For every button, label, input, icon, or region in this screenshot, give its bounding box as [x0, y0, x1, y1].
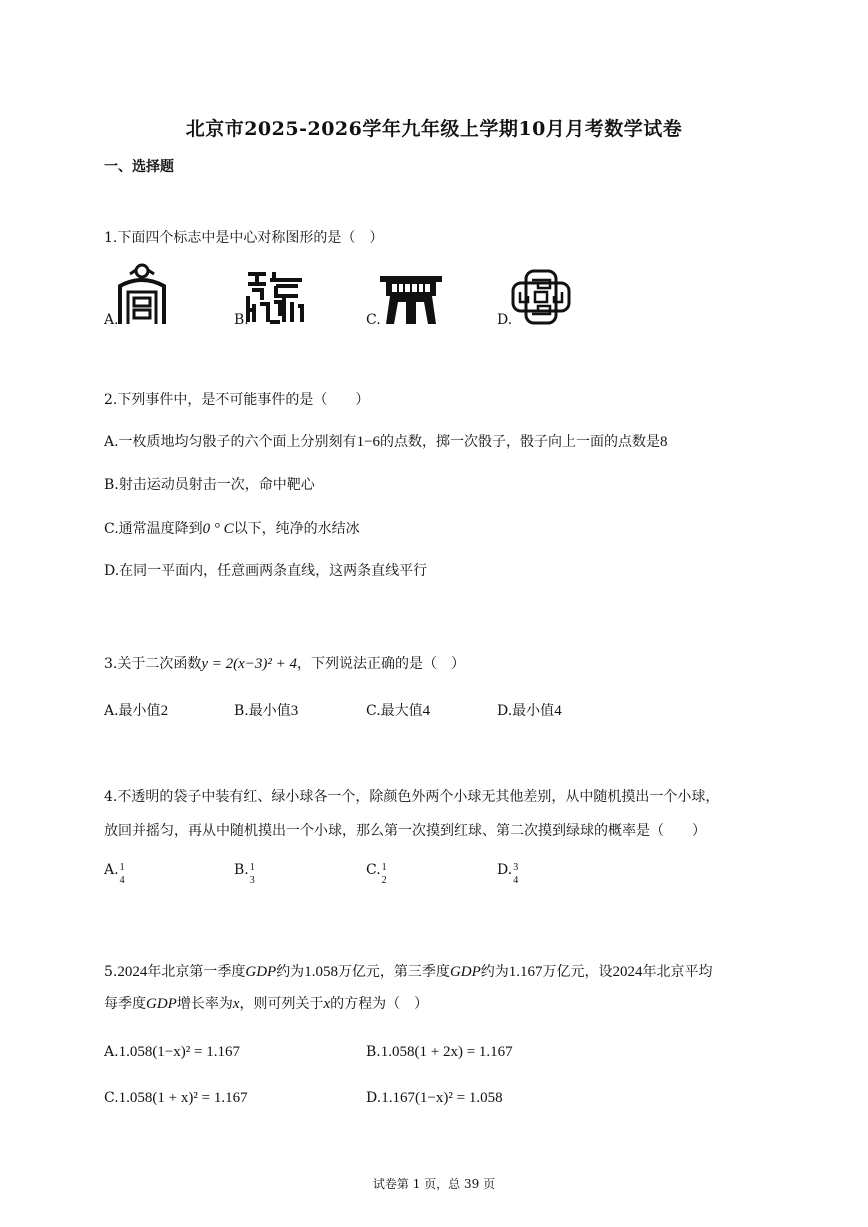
q3-option-b: [234, 700, 298, 720]
question-5-line-2: 每季度GDP增长率为x，则可列关于x的方程为（ ）: [104, 996, 429, 1012]
q3-option-a-value: 2: [160, 703, 169, 719]
q3-option-d-value: 4: [554, 703, 562, 719]
q2-option-a-text-2: 的点数，掷一次骰子，骰子向上一面的点数是: [380, 434, 661, 450]
q3-option-a-text: A.最小值: [104, 703, 161, 719]
q2-option-a-text-1: A.一枚质地均匀骰子的六个面上分别刻有: [104, 434, 357, 450]
q4-option-c-label: C.: [366, 862, 381, 878]
q5-option-c-label: C.: [104, 1090, 119, 1106]
q4-option-a: [104, 862, 125, 886]
page-title: 北京市2025-2026学年九年级上学期10月月考数学试卷: [185, 118, 683, 140]
question-5-line-1: 5.2024年北京第一季度GDP约为1.058万亿元，第三季度GDP约为1.167万亿元，设2024年北京平均: [104, 964, 713, 980]
q5-option-b: [366, 1044, 513, 1061]
q2-option-d: D.在同一平面内，任意画两条直线，这两条直线平行: [104, 563, 428, 579]
q4-option-b-fraction: 1 3: [249, 862, 255, 886]
q4-option-a-label: A.: [104, 862, 119, 878]
q4-option-b: [234, 862, 255, 886]
q3-option-d-text: D.最小值: [497, 703, 555, 719]
q2-option-a: [104, 431, 668, 451]
q3-option-c: [366, 700, 430, 720]
q2-option-c-text-2: 以下，纯净的水结冰: [233, 521, 360, 537]
q1-option-b-label: B.: [234, 312, 249, 328]
question-4-line-2: 放回并摇匀，再从中随机摸出一个小球，那么第一次摸到红球、第二次摸到绿球的概率是（ ）: [104, 823, 706, 839]
q5-option-a: [104, 1044, 240, 1061]
question-3-stem: [104, 653, 465, 673]
q3-option-a: [104, 700, 168, 720]
maze-pattern-logo-icon: [246, 270, 304, 326]
q3-option-c-value: 4: [422, 703, 431, 719]
q2-option-c-text-1: C.通常温度降到: [104, 521, 203, 537]
ancient-building-logo-icon: [116, 262, 168, 326]
q5-option-c-equation: 1.058(1 + x)² = 1.167: [118, 1090, 248, 1106]
q2-option-c: [104, 518, 360, 538]
q5-option-b-label: B.: [366, 1044, 381, 1060]
q4-option-d-label: D.: [497, 862, 513, 878]
q5-option-a-label: A.: [104, 1044, 119, 1060]
q3-option-d: [497, 700, 562, 720]
question-2-stem: 2.下列事件中，是不可能事件的是（ ）: [104, 392, 370, 408]
q1-option-c-label: C.: [366, 312, 381, 328]
question-4-line-1: 4.不透明的袋子中装有红、绿小球各一个，除颜色外两个小球无其他差别，从中随机摸出一个小球，: [104, 789, 720, 805]
q2-option-b: B.射击运动员射击一次，命中靶心: [104, 477, 315, 493]
q4-option-b-label: B.: [234, 862, 249, 878]
cloud-scroll-logo-icon: [510, 268, 572, 326]
q4-option-d-fraction: 3 4: [513, 862, 519, 886]
q3-stem-text-2: ，下列说法正确的是（ ）: [297, 656, 466, 672]
q5-option-d: [366, 1090, 503, 1107]
q4-option-c: [366, 862, 387, 886]
q1-option-d-label: D.: [497, 312, 513, 328]
q3-option-c-text: C.最大值: [366, 703, 423, 719]
q5-option-c: [104, 1090, 248, 1107]
q3-option-b-text: B.最小值: [234, 703, 291, 719]
q5-option-a-equation: 1.058(1−x)² = 1.167: [118, 1044, 240, 1060]
q5-option-b-equation: 1.058(1 + 2x) = 1.167: [380, 1044, 513, 1060]
q5-option-d-label: D.: [366, 1090, 382, 1106]
q2-option-a-number: 8: [660, 434, 668, 450]
q5-option-d-equation: 1.167(1−x)² = 1.058: [381, 1090, 503, 1106]
q4-option-a-fraction: 1 4: [119, 862, 125, 886]
q3-option-b-value: 3: [290, 703, 299, 719]
q2-option-c-temperature: 0 ° C: [202, 521, 234, 537]
q3-stem-text-1: 3.关于二次函数: [104, 656, 202, 672]
q3-formula: y = 2(x−3)² + 4: [201, 656, 298, 672]
q4-option-c-fraction: 1 2: [381, 862, 387, 886]
section-heading: 一、选择题: [104, 159, 174, 175]
ding-vessel-logo-icon: [380, 272, 442, 324]
question-1-stem: 1.下面四个标志中是中心对称图形的是（ ）: [104, 230, 384, 246]
q1-option-a-label: A.: [104, 312, 119, 328]
q4-option-d: [497, 862, 518, 886]
page-footer: 试卷第 1 页，总 39 页: [372, 1177, 496, 1191]
q2-option-a-range: 1−6: [356, 434, 381, 450]
